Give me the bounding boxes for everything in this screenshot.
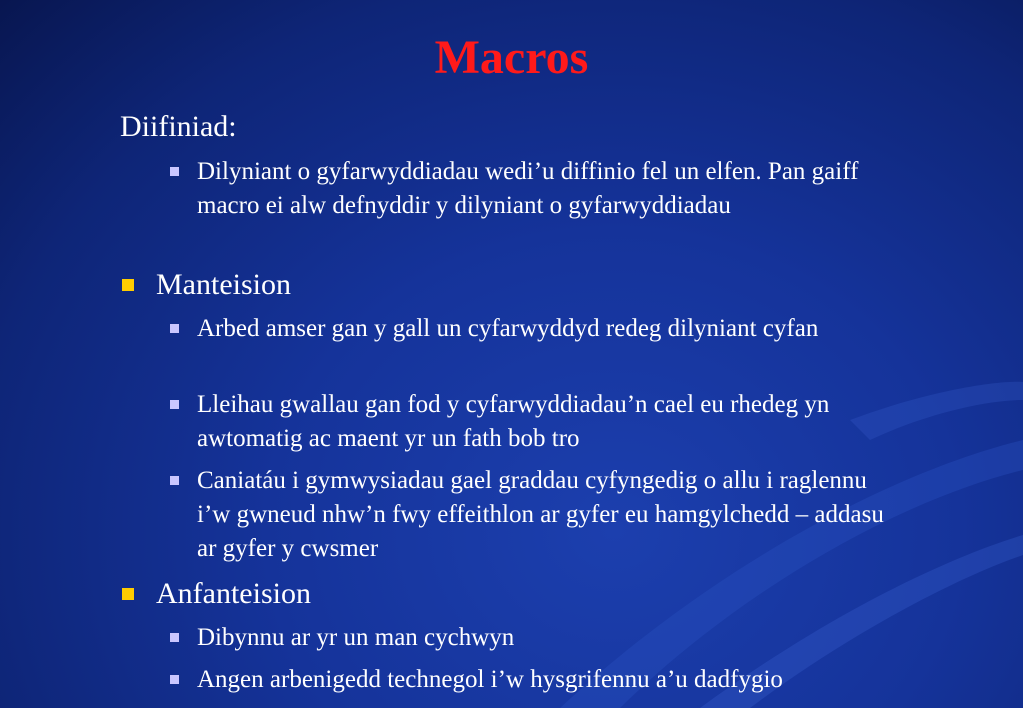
square-bullet-icon bbox=[170, 324, 179, 333]
square-bullet-icon bbox=[122, 279, 134, 291]
slide-title: Macros bbox=[434, 31, 589, 84]
square-bullet-icon bbox=[170, 400, 179, 409]
advantages-heading-text: Manteision bbox=[156, 268, 291, 301]
definition-item bbox=[197, 155, 897, 223]
advantage-item bbox=[197, 388, 897, 456]
square-bullet-icon bbox=[122, 588, 134, 600]
disadvantage-item-text: Dibynnu ar yr un man cychwyn bbox=[197, 624, 515, 651]
square-bullet-icon bbox=[170, 675, 179, 684]
advantage-item-text: Lleihau gwallau gan fod y cyfarwyddiadau’n cael eu rhedeg yn awtomatig ac maent yr un fath bob tro bbox=[197, 391, 830, 452]
advantage-item bbox=[197, 464, 897, 566]
square-bullet-icon bbox=[170, 167, 179, 176]
definition-heading: Diifiniad: bbox=[120, 110, 237, 143]
definition-item-text: Dilyniant o gyfarwyddiadau wedi’u diffinio fel un elfen. Pan gaiff macro ei alw defnyddir y dilyniant o gyfarwyddiadau bbox=[197, 158, 859, 219]
square-bullet-icon bbox=[170, 476, 179, 485]
disadvantage-item bbox=[197, 621, 897, 655]
square-bullet-icon bbox=[170, 633, 179, 642]
advantage-item-text: Arbed amser gan y gall un cyfarwyddyd redeg dilyniant cyfan bbox=[197, 315, 819, 342]
advantage-item bbox=[197, 312, 897, 346]
disadvantage-item bbox=[197, 663, 897, 697]
disadvantages-heading-text: Anfanteision bbox=[156, 577, 311, 610]
advantage-item-text: Caniatáu i gymwysiadau gael graddau cyfyngedig o allu i raglennu i’w gwneud nhw’n fwy effeithlon ar gyfer eu hamgylchedd – addasu ar gyfer y cwsmer bbox=[197, 467, 884, 562]
disadvantage-item-text: Angen arbenigedd technegol i’w hysgrifennu a’u dadfygio bbox=[197, 666, 783, 693]
